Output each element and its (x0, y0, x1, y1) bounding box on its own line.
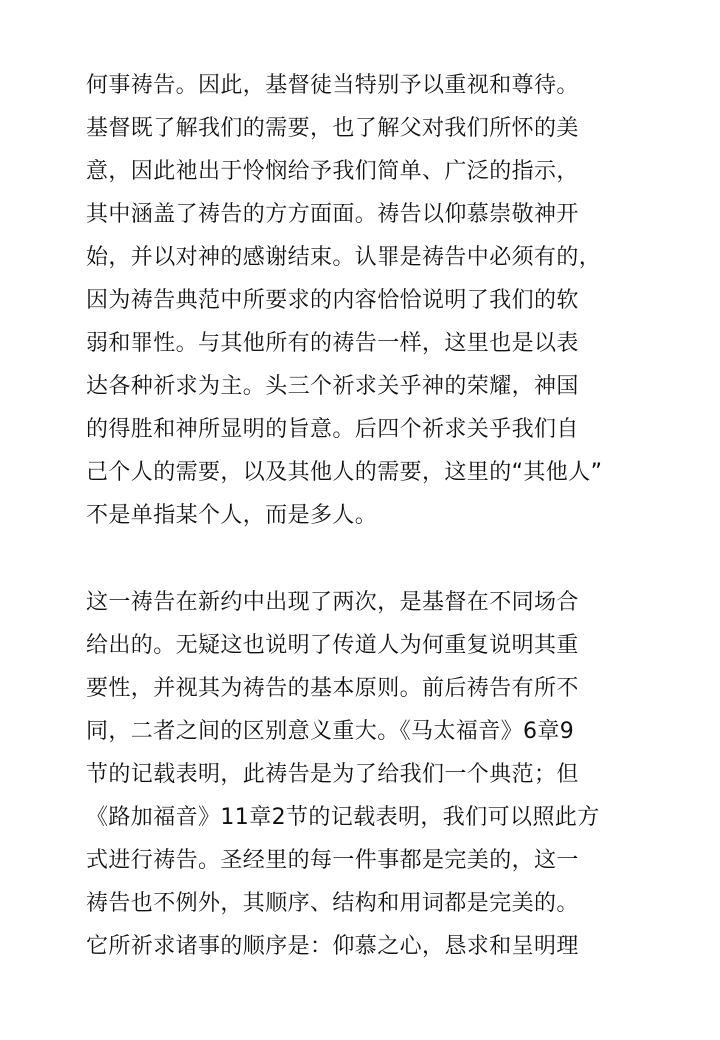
text-line: 弱和罪性。与其他所有的祷告一样，这里也是以表 (86, 331, 579, 356)
text-line: 式进行祷告。圣经里的每一件事都是完美的，这一 (86, 848, 579, 873)
text-line: 给出的。无疑这也说明了传道人为何重复说明其重 (86, 633, 579, 658)
text-line: 始，并以对神的感谢结束。认罪是祷告中必须有的， (86, 245, 602, 270)
text-line: 祷告也不例外，其顺序、结构和用词都是完美的。 (86, 891, 579, 916)
paragraph-2 (86, 581, 646, 968)
text-line: 己个人的需要，以及其他人的需要，这里的“其他人” (86, 460, 603, 485)
text-line: 的得胜和神所显明的旨意。后四个祈求关乎我们自 (86, 417, 579, 442)
text-line: 何事祷告。因此，基督徒当特别予以重视和尊待。 (86, 73, 579, 98)
text-line: 达各种祈求为主。头三个祈求关乎神的荣耀，神国 (86, 374, 579, 399)
paragraph-spacer (86, 537, 646, 581)
text-line: 《路加福音》11章2节的记载表明，我们可以照此方 (86, 805, 600, 830)
document-page (86, 64, 646, 968)
text-line: 意，因此祂出于怜悯给予我们简单、广泛的指示， (86, 159, 579, 184)
text-line: 因为祷告典范中所要求的内容恰恰说明了我们的软 (86, 288, 579, 313)
text-line: 其中涵盖了祷告的方方面面。祷告以仰慕崇敬神开 (86, 202, 579, 227)
text-line: 它所祈求诸事的顺序是：仰慕之心，恳求和呈明理 (86, 934, 579, 959)
text-line: 节的记载表明，此祷告是为了给我们一个典范；但 (86, 762, 579, 787)
text-line: 要性，并视其为祷告的基本原则。前后祷告有所不 (86, 676, 579, 701)
text-line: 不是单指某个人，而是多人。 (86, 503, 378, 528)
text-line: 基督既了解我们的需要，也了解父对我们所怀的美 (86, 116, 579, 141)
text-line: 同，二者之间的区别意义重大。《马太福音》6章9 (86, 719, 575, 744)
text-line: 这一祷告在新约中出现了两次，是基督在不同场合 (86, 590, 579, 615)
paragraph-1 (86, 64, 646, 537)
